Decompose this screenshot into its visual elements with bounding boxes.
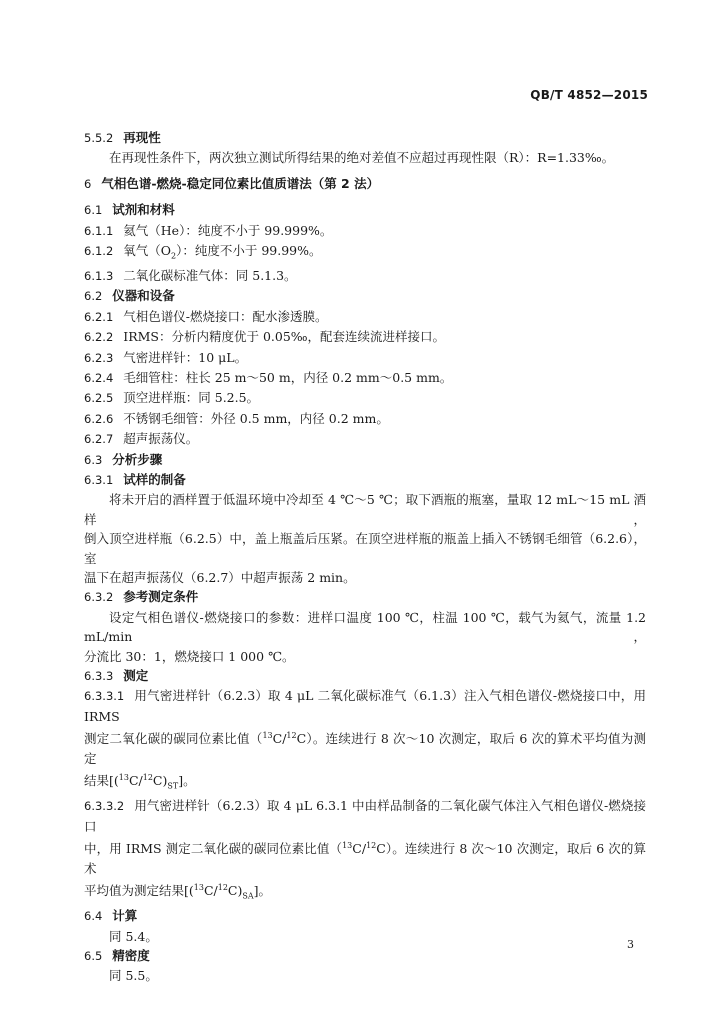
- paragraph: 同 5.4。: [109, 928, 158, 944]
- clause-number: 6.3.3.2: [84, 799, 125, 814]
- section-title: 再现性: [123, 130, 161, 145]
- clause-6-2-4: [84, 368, 646, 388]
- text: C）。连续进行 8 次～10 次测定，取后 6 次的算术: [84, 841, 646, 876]
- clause-number: 6.2.3: [84, 350, 114, 365]
- text: 中，用 IRMS 测定二氧化碳的碳同位素比值（: [84, 841, 343, 857]
- text: C/: [272, 731, 287, 747]
- superscript: 12: [217, 883, 228, 893]
- clause-text: 氦气（He）：纯度不小于 99.999%。: [123, 222, 333, 238]
- section-number: 6.3.2: [84, 590, 114, 605]
- section-title: 试样的制备: [123, 472, 186, 487]
- clause-number: 6.2.1: [84, 309, 114, 324]
- superscript: 12: [366, 841, 377, 851]
- section-6-heading: [84, 174, 646, 194]
- clause-6-2-3: [84, 348, 646, 368]
- paragraph-line: [84, 686, 646, 726]
- section-number: 6.3.3: [84, 669, 114, 684]
- text: C): [152, 773, 168, 789]
- paragraph-line: 设定气相色谱仪-燃烧接口的参数：进样口温度 100 ℃，柱温 100 ℃，载气为氦气，流量 1.2 mL/min，: [84, 609, 646, 645]
- text: C）。连续进行 8 次～10 次测定，取后 6 次的算术平均值为测定: [84, 731, 646, 766]
- section-number: 6: [84, 176, 92, 191]
- paragraph-line: [84, 796, 646, 836]
- clause-number: 6.2.6: [84, 411, 114, 426]
- paragraph: 同 5.5。: [109, 968, 158, 984]
- text: 测定二氧化碳的碳同位素比值（: [84, 731, 263, 747]
- text: C/: [352, 841, 367, 857]
- clause-number: 6.1.3: [84, 268, 114, 283]
- clause-text: 顶空进样瓶：同 5.2.5。: [123, 390, 260, 406]
- section-6-3-3-heading: [84, 666, 646, 686]
- subscript: ST: [167, 781, 179, 791]
- section-title: 精密度: [112, 947, 150, 963]
- clause-text: ）：纯度不小于 99.99%。: [176, 243, 322, 259]
- section-title: 测定: [123, 668, 149, 684]
- clause-number: 6.2.4: [84, 370, 114, 385]
- section-6-1-heading: [84, 200, 646, 220]
- clause-text: 超声振荡仪。: [123, 431, 199, 447]
- clause-6-1-2: [84, 241, 646, 266]
- paragraph-line: 温下在超声振荡仪（6.2.7）中超声振荡 2 min。: [84, 570, 356, 586]
- clause-text: 用气密进样针（6.2.3）取 4 μL 二氧化碳标准气（6.1.3）注入气相色谱仪-燃烧接口中，用 IRMS: [84, 688, 646, 724]
- paragraph-line: 将未开启的酒样置于低温环境中冷却至 4 ℃～5 ℃；取下酒瓶的瓶塞，量取 12 mL～15 mL 酒样，: [84, 492, 646, 527]
- clause-6-2-1: [84, 307, 646, 327]
- superscript: 13: [262, 731, 273, 741]
- clause-6-2-6: [84, 409, 646, 429]
- clause-text: 用气密进样针（6.2.3）取 4 μL 6.3.1 中由样品制备的二氧化碳气体注入气相色谱仪-燃烧接口: [84, 798, 646, 834]
- paragraph-line: [84, 836, 646, 878]
- section-title: 计算: [112, 908, 138, 924]
- clause-text: 二氧化碳标准气体：同 5.1.3。: [123, 267, 297, 283]
- section-5-5-2-heading: [84, 128, 646, 148]
- clause-number: 6.2.7: [84, 432, 114, 447]
- clause-text: 气相色谱仪-燃烧接口：配水渗透膜。: [123, 308, 328, 324]
- clause-text: 毛细管柱：柱长 25 m～50 m，内径 0.2 mm～0.5 mm。: [123, 369, 453, 385]
- clause-number: 6.2.5: [84, 391, 114, 406]
- paragraph-line: 分流比 30：1，燃烧接口 1 000 ℃。: [84, 648, 295, 664]
- section-title: 试剂和材料: [112, 202, 175, 218]
- clause-text: 氧气（O: [123, 243, 172, 259]
- section-number: 5.5.2: [84, 131, 114, 145]
- section-number: 6.1: [84, 203, 103, 218]
- paragraph-line: [84, 878, 646, 906]
- section-6-3-heading: [84, 450, 646, 470]
- paragraph-line: [84, 726, 646, 768]
- section-title: 仪器和设备: [112, 288, 175, 304]
- subscript: SA: [242, 891, 254, 901]
- section-title: 分析步骤: [112, 451, 163, 467]
- text: ]。: [253, 883, 272, 899]
- clause-6-1-1: [84, 221, 646, 241]
- text: 结果[(: [84, 773, 119, 789]
- superscript: 12: [142, 773, 153, 783]
- section-6-4-heading: [84, 906, 646, 926]
- clause-6-1-3: [84, 266, 646, 286]
- section-number: 6.3: [84, 452, 103, 467]
- clause-6-2-7: [84, 429, 646, 449]
- superscript: 13: [342, 841, 353, 851]
- page-number: 3: [627, 938, 634, 951]
- paragraph: 在再现性条件下，两次独立测试所得结果的绝对差值不应超过再现性限（R）：R=1.33‰。: [109, 150, 615, 166]
- clause-number: 6.1.2: [84, 244, 114, 259]
- standard-code: QB/T 4852—2015: [530, 88, 648, 102]
- text: 平均值为测定结果[(: [84, 883, 194, 899]
- text: C): [227, 883, 243, 899]
- superscript: 12: [286, 731, 297, 741]
- clause-number: 6.1.1: [84, 223, 114, 238]
- text: ]。: [178, 773, 196, 789]
- clause-number: 6.2.2: [84, 330, 114, 345]
- clause-text: 不锈钢毛细管：外径 0.5 mm，内径 0.2 mm。: [123, 410, 389, 426]
- section-6-5-heading: [84, 946, 646, 966]
- section-6-3-1-heading: [84, 470, 646, 490]
- paragraph-line: [84, 768, 646, 796]
- clause-text: 气密进样针：10 μL。: [123, 349, 248, 365]
- paragraph-line: 倒入顶空进样瓶（6.2.5）中，盖上瓶盖后压紧。在顶空进样瓶的瓶盖上插入不锈钢毛细管（6.2.6），室: [84, 531, 646, 566]
- clause-6-2-2: [84, 327, 646, 347]
- clause-6-2-5: [84, 388, 646, 408]
- section-number: 6.4: [84, 909, 103, 924]
- clause-number: 6.3.3.1: [84, 689, 125, 704]
- section-number: 6.5: [84, 948, 103, 963]
- text: C/: [128, 773, 143, 789]
- superscript: 13: [193, 883, 204, 893]
- section-number: 6.2: [84, 289, 103, 304]
- section-number: 6.3.1: [84, 473, 114, 487]
- text: C/: [203, 883, 218, 899]
- section-title: 参考测定条件: [123, 589, 199, 605]
- section-6-2-heading: [84, 286, 646, 306]
- subscript: 2: [171, 251, 177, 261]
- section-title: 气相色谱-燃烧-稳定同位素比值质谱法（第 2 法）: [101, 175, 380, 191]
- clause-text: IRMS：分析内精度优于 0.05‰，配套连续流进样接口。: [123, 329, 446, 345]
- superscript: 13: [118, 773, 129, 783]
- document-body: [84, 128, 646, 986]
- section-6-3-2-heading: [84, 587, 646, 607]
